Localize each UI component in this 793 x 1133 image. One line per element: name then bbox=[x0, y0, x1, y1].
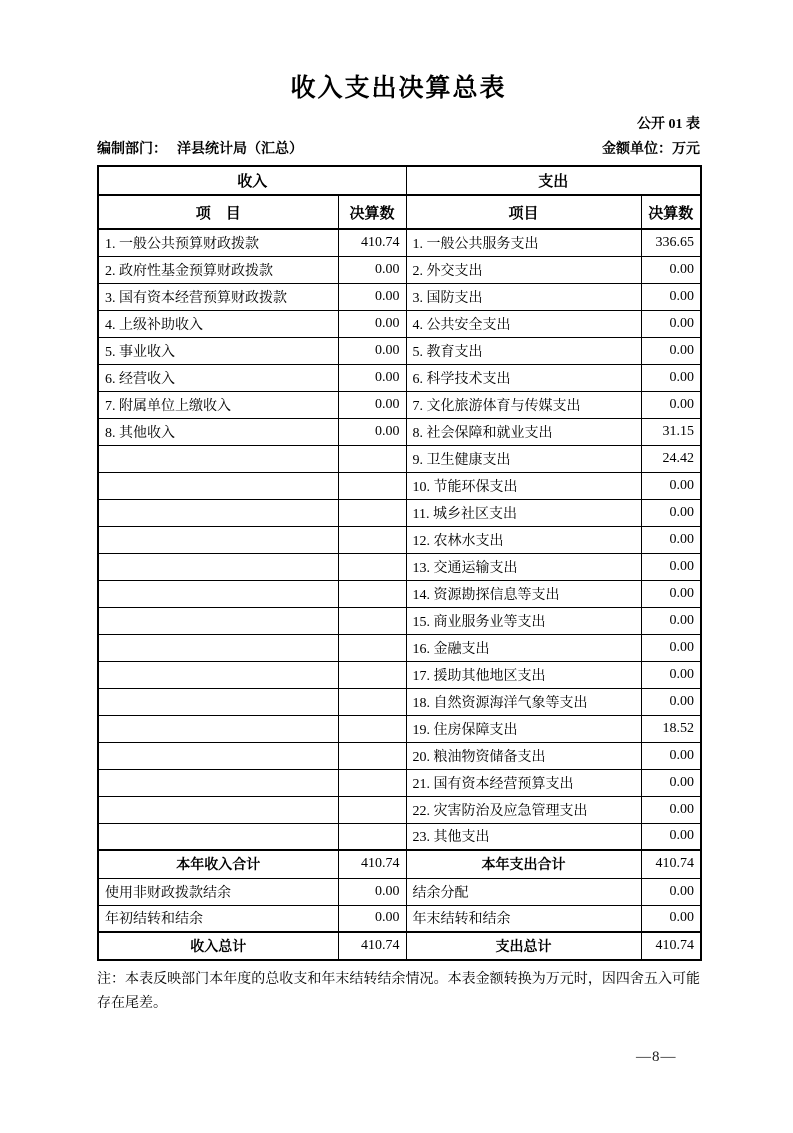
income-carry-value: 0.00 bbox=[338, 878, 406, 905]
expense-item-cell: 19. 住房保障支出 bbox=[406, 715, 641, 742]
income-value-cell bbox=[338, 553, 406, 580]
group-header-row bbox=[98, 166, 701, 195]
income-value-cell bbox=[338, 769, 406, 796]
expense-item-cell: 15. 商业服务业等支出 bbox=[406, 607, 641, 634]
subtotal-row bbox=[98, 850, 701, 878]
table-row bbox=[98, 256, 701, 283]
income-item-cell bbox=[98, 553, 338, 580]
income-value-cell bbox=[338, 580, 406, 607]
income-item-cell bbox=[98, 661, 338, 688]
income-total-label: 收入总计 bbox=[98, 932, 338, 960]
expense-value-header: 决算数 bbox=[641, 195, 701, 229]
table-note: 注：本表反映部门本年度的总收支和年末结转结余情况。本表金额转换为万元时，因四舍五入可能存在尾差。 bbox=[97, 972, 700, 1011]
income-value-cell: 410.74 bbox=[338, 229, 406, 256]
table-row bbox=[98, 688, 701, 715]
table-row bbox=[98, 769, 701, 796]
expense-value-cell: 0.00 bbox=[641, 607, 701, 634]
income-value-cell bbox=[338, 634, 406, 661]
expense-item-cell: 9. 卫生健康支出 bbox=[406, 445, 641, 472]
income-item-cell: 5. 事业收入 bbox=[98, 337, 338, 364]
table-row bbox=[98, 823, 701, 850]
expense-item-cell: 12. 农林水支出 bbox=[406, 526, 641, 553]
table-row bbox=[98, 337, 701, 364]
expense-group-header: 支出 bbox=[406, 166, 701, 195]
income-item-cell bbox=[98, 580, 338, 607]
table-row bbox=[98, 607, 701, 634]
column-header-row bbox=[98, 195, 701, 229]
expense-item-cell: 22. 灾害防治及应急管理支出 bbox=[406, 796, 641, 823]
table-row bbox=[98, 445, 701, 472]
income-item-cell: 4. 上级补助收入 bbox=[98, 310, 338, 337]
table-row bbox=[98, 715, 701, 742]
income-item-cell bbox=[98, 526, 338, 553]
prepared-by-value: 洋县统计局（汇总） bbox=[177, 142, 303, 157]
income-item-cell bbox=[98, 499, 338, 526]
total-row bbox=[98, 932, 701, 960]
expense-carry-value: 0.00 bbox=[641, 905, 701, 932]
income-value-cell bbox=[338, 607, 406, 634]
income-value-cell: 0.00 bbox=[338, 283, 406, 310]
expense-item-cell: 20. 粮油物资储备支出 bbox=[406, 742, 641, 769]
expense-value-cell: 0.00 bbox=[641, 337, 701, 364]
income-item-cell bbox=[98, 688, 338, 715]
income-group-header: 收入 bbox=[98, 166, 406, 195]
expense-item-cell: 1. 一般公共服务支出 bbox=[406, 229, 641, 256]
carry-row bbox=[98, 878, 701, 905]
expense-value-cell: 0.00 bbox=[641, 391, 701, 418]
expense-value-cell: 0.00 bbox=[641, 310, 701, 337]
expense-value-cell: 0.00 bbox=[641, 688, 701, 715]
income-value-cell: 0.00 bbox=[338, 337, 406, 364]
table-row bbox=[98, 661, 701, 688]
expense-value-cell: 0.00 bbox=[641, 553, 701, 580]
expense-item-cell: 3. 国防支出 bbox=[406, 283, 641, 310]
expense-subtotal-label: 本年支出合计 bbox=[406, 850, 641, 878]
prepared-by-label: 编制部门： bbox=[97, 142, 167, 157]
table-row bbox=[98, 310, 701, 337]
income-item-cell: 3. 国有资本经营预算财政拨款 bbox=[98, 283, 338, 310]
income-item-cell bbox=[98, 634, 338, 661]
income-item-cell bbox=[98, 742, 338, 769]
income-value-cell: 0.00 bbox=[338, 256, 406, 283]
income-value-cell bbox=[338, 661, 406, 688]
income-value-cell: 0.00 bbox=[338, 310, 406, 337]
carry-row bbox=[98, 905, 701, 932]
expense-value-cell: 0.00 bbox=[641, 256, 701, 283]
page-number: —8— bbox=[636, 1049, 677, 1065]
income-value-cell bbox=[338, 796, 406, 823]
income-item-cell bbox=[98, 715, 338, 742]
table-row bbox=[98, 553, 701, 580]
table-body bbox=[98, 229, 701, 850]
expense-item-cell: 7. 文化旅游体育与传媒支出 bbox=[406, 391, 641, 418]
expense-value-cell: 0.00 bbox=[641, 634, 701, 661]
income-item-cell bbox=[98, 472, 338, 499]
income-item-cell bbox=[98, 769, 338, 796]
income-value-cell: 0.00 bbox=[338, 391, 406, 418]
income-value-cell bbox=[338, 499, 406, 526]
expense-carry-label: 结余分配 bbox=[406, 878, 641, 905]
income-item-cell bbox=[98, 823, 338, 850]
income-subtotal-value: 410.74 bbox=[338, 850, 406, 878]
expense-value-cell: 0.00 bbox=[641, 364, 701, 391]
income-value-cell bbox=[338, 526, 406, 553]
table-row bbox=[98, 499, 701, 526]
expense-item-cell: 5. 教育支出 bbox=[406, 337, 641, 364]
expense-value-cell: 0.00 bbox=[641, 283, 701, 310]
expense-value-cell: 0.00 bbox=[641, 580, 701, 607]
expense-value-cell: 0.00 bbox=[641, 796, 701, 823]
expense-item-cell: 17. 援助其他地区支出 bbox=[406, 661, 641, 688]
income-item-cell bbox=[98, 445, 338, 472]
income-value-cell bbox=[338, 715, 406, 742]
expense-value-cell: 336.65 bbox=[641, 229, 701, 256]
expense-item-cell: 11. 城乡社区支出 bbox=[406, 499, 641, 526]
expense-value-cell: 0.00 bbox=[641, 499, 701, 526]
table-row bbox=[98, 364, 701, 391]
income-carry-value: 0.00 bbox=[338, 905, 406, 932]
table-row bbox=[98, 472, 701, 499]
table-code: 公开 01 表 bbox=[637, 117, 700, 132]
expense-value-cell: 0.00 bbox=[641, 472, 701, 499]
expense-item-cell: 6. 科学技术支出 bbox=[406, 364, 641, 391]
income-carry-label: 年初结转和结余 bbox=[98, 905, 338, 932]
income-total-value: 410.74 bbox=[338, 932, 406, 960]
table-row bbox=[98, 229, 701, 256]
table-footer-rows bbox=[98, 850, 701, 960]
expense-item-cell: 23. 其他支出 bbox=[406, 823, 641, 850]
expense-value-cell: 0.00 bbox=[641, 661, 701, 688]
table-row bbox=[98, 742, 701, 769]
prepared-by bbox=[97, 138, 303, 158]
income-item-cell bbox=[98, 607, 338, 634]
table-head bbox=[98, 166, 701, 229]
expense-item-cell: 13. 交通运输支出 bbox=[406, 553, 641, 580]
document-content bbox=[97, 0, 700, 1016]
expense-item-cell: 21. 国有资本经营预算支出 bbox=[406, 769, 641, 796]
table-row bbox=[98, 526, 701, 553]
expense-value-cell: 0.00 bbox=[641, 823, 701, 850]
table-row bbox=[98, 796, 701, 823]
income-value-cell: 0.00 bbox=[338, 364, 406, 391]
expense-item-cell: 10. 节能环保支出 bbox=[406, 472, 641, 499]
expense-value-cell: 0.00 bbox=[641, 742, 701, 769]
amount-unit-label: 金额单位：万元 bbox=[602, 142, 700, 157]
expense-value-cell: 24.42 bbox=[641, 445, 701, 472]
table-row bbox=[98, 418, 701, 445]
expense-item-cell: 4. 公共安全支出 bbox=[406, 310, 641, 337]
income-subtotal-label: 本年收入合计 bbox=[98, 850, 338, 878]
income-item-cell: 7. 附属单位上缴收入 bbox=[98, 391, 338, 418]
expense-item-header: 项目 bbox=[406, 195, 641, 229]
expense-item-cell: 16. 金融支出 bbox=[406, 634, 641, 661]
expense-total-label: 支出总计 bbox=[406, 932, 641, 960]
expense-value-cell: 0.00 bbox=[641, 769, 701, 796]
expense-item-cell: 8. 社会保障和就业支出 bbox=[406, 418, 641, 445]
income-item-header: 项 目 bbox=[98, 195, 338, 229]
expense-item-cell: 14. 资源勘探信息等支出 bbox=[406, 580, 641, 607]
income-value-cell: 0.00 bbox=[338, 418, 406, 445]
budget-summary-table bbox=[97, 165, 702, 961]
table-row bbox=[98, 580, 701, 607]
table-row bbox=[98, 634, 701, 661]
table-row bbox=[98, 283, 701, 310]
table-row bbox=[98, 391, 701, 418]
income-value-header: 决算数 bbox=[338, 195, 406, 229]
income-value-cell bbox=[338, 823, 406, 850]
income-item-cell: 8. 其他收入 bbox=[98, 418, 338, 445]
expense-value-cell: 18.52 bbox=[641, 715, 701, 742]
income-value-cell bbox=[338, 742, 406, 769]
income-item-cell: 2. 政府性基金预算财政拨款 bbox=[98, 256, 338, 283]
expense-carry-value: 0.00 bbox=[641, 878, 701, 905]
income-item-cell: 1. 一般公共预算财政拨款 bbox=[98, 229, 338, 256]
income-value-cell bbox=[338, 688, 406, 715]
expense-carry-label: 年末结转和结余 bbox=[406, 905, 641, 932]
expense-total-value: 410.74 bbox=[641, 932, 701, 960]
expense-item-cell: 18. 自然资源海洋气象等支出 bbox=[406, 688, 641, 715]
income-value-cell bbox=[338, 445, 406, 472]
expense-item-cell: 2. 外交支出 bbox=[406, 256, 641, 283]
expense-value-cell: 31.15 bbox=[641, 418, 701, 445]
income-value-cell bbox=[338, 472, 406, 499]
expense-value-cell: 0.00 bbox=[641, 526, 701, 553]
meta-row bbox=[97, 138, 700, 158]
income-item-cell bbox=[98, 796, 338, 823]
expense-subtotal-value: 410.74 bbox=[641, 850, 701, 878]
income-carry-label: 使用非财政拨款结余 bbox=[98, 878, 338, 905]
page-title: 收入支出决算总表 bbox=[290, 75, 507, 102]
income-item-cell: 6. 经营收入 bbox=[98, 364, 338, 391]
